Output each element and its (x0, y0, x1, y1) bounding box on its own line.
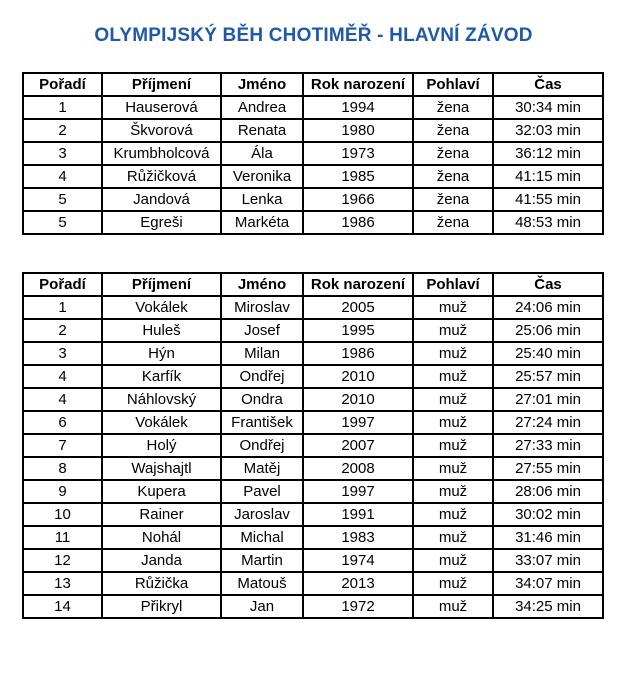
table-row (23, 572, 603, 595)
table-cell: Pavel (221, 480, 303, 503)
table-cell: Nohál (102, 526, 221, 549)
table-cell: 24:06 min (493, 296, 603, 319)
table-cell: 2007 (303, 434, 413, 457)
table-cell: Ondřej (221, 365, 303, 388)
table-row (23, 142, 603, 165)
table-cell: 3 (23, 142, 102, 165)
table-cell: 1 (23, 96, 102, 119)
table-cell: 2 (23, 119, 102, 142)
table-cell: Karfík (102, 365, 221, 388)
table-row (23, 188, 603, 211)
table-cell: Ondra (221, 388, 303, 411)
table-cell: 4 (23, 388, 102, 411)
table-row (23, 342, 603, 365)
table-cell: Jan (221, 595, 303, 618)
table-row (23, 211, 603, 234)
table-row (23, 296, 603, 319)
table-cell: Přikryl (102, 595, 221, 618)
table-cell: Holý (102, 434, 221, 457)
table-cell: 2010 (303, 365, 413, 388)
table-cell: muž (413, 319, 493, 342)
table-cell: 5 (23, 188, 102, 211)
table-cell: 34:07 min (493, 572, 603, 595)
table-cell: 12 (23, 549, 102, 572)
table-cell: 25:57 min (493, 365, 603, 388)
table-cell: Vokálek (102, 411, 221, 434)
table-cell: muž (413, 480, 493, 503)
table-cell: Hýn (102, 342, 221, 365)
table-cell: žena (413, 119, 493, 142)
table-cell: 28:06 min (493, 480, 603, 503)
table-cell: muž (413, 503, 493, 526)
table-cell: Lenka (221, 188, 303, 211)
table-cell: 3 (23, 342, 102, 365)
table-cell: muž (413, 388, 493, 411)
table-cell: 10 (23, 503, 102, 526)
table-cell: 32:03 min (493, 119, 603, 142)
table-cell: 1997 (303, 411, 413, 434)
table-row (23, 480, 603, 503)
table-cell: František (221, 411, 303, 434)
table-cell: Janda (102, 549, 221, 572)
column-header: Příjmení (102, 273, 221, 296)
table-cell: 4 (23, 365, 102, 388)
table-cell: muž (413, 595, 493, 618)
women-results-table (22, 72, 604, 235)
table-cell: muž (413, 411, 493, 434)
table-cell: muž (413, 549, 493, 572)
table-cell: 2 (23, 319, 102, 342)
table-cell: 14 (23, 595, 102, 618)
table-cell: žena (413, 165, 493, 188)
table-cell: Veronika (221, 165, 303, 188)
table-cell: 33:07 min (493, 549, 603, 572)
table-cell: muž (413, 342, 493, 365)
table-cell: 36:12 min (493, 142, 603, 165)
table-cell: 13 (23, 572, 102, 595)
table-row (23, 457, 603, 480)
column-header: Pohlaví (413, 73, 493, 96)
table-row (23, 319, 603, 342)
table-cell: 1983 (303, 526, 413, 549)
table-cell: 48:53 min (493, 211, 603, 234)
table-cell: muž (413, 296, 493, 319)
table-cell: Ála (221, 142, 303, 165)
table-cell: 27:24 min (493, 411, 603, 434)
table-cell: muž (413, 365, 493, 388)
table-cell: Náhlovský (102, 388, 221, 411)
column-header: Pohlaví (413, 273, 493, 296)
table-row (23, 549, 603, 572)
table-cell: 1972 (303, 595, 413, 618)
table-cell: Matěj (221, 457, 303, 480)
table-cell: 1995 (303, 319, 413, 342)
table-cell: 25:40 min (493, 342, 603, 365)
table-row (23, 119, 603, 142)
table-cell: 1997 (303, 480, 413, 503)
table-row (23, 434, 603, 457)
table-cell: 1986 (303, 211, 413, 234)
table-row (23, 388, 603, 411)
table-cell: 31:46 min (493, 526, 603, 549)
table-cell: 11 (23, 526, 102, 549)
table-cell: Růžička (102, 572, 221, 595)
table-cell: 1991 (303, 503, 413, 526)
table-cell: 2008 (303, 457, 413, 480)
table-cell: 4 (23, 165, 102, 188)
table-cell: 1985 (303, 165, 413, 188)
table-row (23, 96, 603, 119)
table-cell: 1974 (303, 549, 413, 572)
table-cell: Vokálek (102, 296, 221, 319)
table-cell: 9 (23, 480, 102, 503)
table-cell: Renata (221, 119, 303, 142)
table-cell: Jandová (102, 188, 221, 211)
table-cell: Ondřej (221, 434, 303, 457)
table-cell: 30:34 min (493, 96, 603, 119)
table-cell: Rainer (102, 503, 221, 526)
table-cell: 1986 (303, 342, 413, 365)
table-cell: žena (413, 142, 493, 165)
column-header: Jméno (221, 273, 303, 296)
table-cell: Martin (221, 549, 303, 572)
table-cell: 1 (23, 296, 102, 319)
table-cell: žena (413, 188, 493, 211)
table-cell: 27:33 min (493, 434, 603, 457)
table-row (23, 365, 603, 388)
table-cell: 34:25 min (493, 595, 603, 618)
table-cell: Andrea (221, 96, 303, 119)
table-cell: 41:15 min (493, 165, 603, 188)
column-header: Pořadí (23, 273, 102, 296)
table-cell: Michal (221, 526, 303, 549)
table-cell: 2010 (303, 388, 413, 411)
table-cell: muž (413, 434, 493, 457)
table-cell: 25:06 min (493, 319, 603, 342)
column-header: Rok narození (303, 73, 413, 96)
table-cell: Krumbholcová (102, 142, 221, 165)
table-header-row (23, 73, 603, 96)
table-cell: Růžičková (102, 165, 221, 188)
table-cell: muž (413, 526, 493, 549)
table-cell: Kupera (102, 480, 221, 503)
table-header-row (23, 273, 603, 296)
table-cell: 1973 (303, 142, 413, 165)
table-row (23, 165, 603, 188)
table-cell: Josef (221, 319, 303, 342)
table-cell: 1966 (303, 188, 413, 211)
table-row (23, 503, 603, 526)
column-header: Rok narození (303, 273, 413, 296)
table-cell: Markéta (221, 211, 303, 234)
table-cell: 8 (23, 457, 102, 480)
table-cell: muž (413, 457, 493, 480)
table-cell: 27:01 min (493, 388, 603, 411)
men-results-table (22, 272, 604, 619)
column-header: Čas (493, 273, 603, 296)
table-cell: 1980 (303, 119, 413, 142)
table-cell: 2005 (303, 296, 413, 319)
table-cell: Jaroslav (221, 503, 303, 526)
table-row (23, 411, 603, 434)
table-cell: Škvorová (102, 119, 221, 142)
table-cell: 7 (23, 434, 102, 457)
table-cell: Matouš (221, 572, 303, 595)
table-cell: žena (413, 96, 493, 119)
page-title: OLYMPIJSKÝ BĚH CHOTIMĚŘ - HLAVNÍ ZÁVOD (94, 25, 533, 46)
table-cell: 2013 (303, 572, 413, 595)
table-cell: 5 (23, 211, 102, 234)
table-cell: 41:55 min (493, 188, 603, 211)
column-header: Pořadí (23, 73, 102, 96)
table-cell: Egreši (102, 211, 221, 234)
table-row (23, 595, 603, 618)
column-header: Čas (493, 73, 603, 96)
table-cell: žena (413, 211, 493, 234)
table-cell: 1994 (303, 96, 413, 119)
table-cell: Huleš (102, 319, 221, 342)
table-row (23, 526, 603, 549)
table-cell: 30:02 min (493, 503, 603, 526)
table-cell: Milan (221, 342, 303, 365)
table-cell: Wajshajtl (102, 457, 221, 480)
table-cell: 6 (23, 411, 102, 434)
table-cell: Miroslav (221, 296, 303, 319)
column-header: Příjmení (102, 73, 221, 96)
column-header: Jméno (221, 73, 303, 96)
table-cell: 27:55 min (493, 457, 603, 480)
table-cell: muž (413, 572, 493, 595)
table-cell: Hauserová (102, 96, 221, 119)
